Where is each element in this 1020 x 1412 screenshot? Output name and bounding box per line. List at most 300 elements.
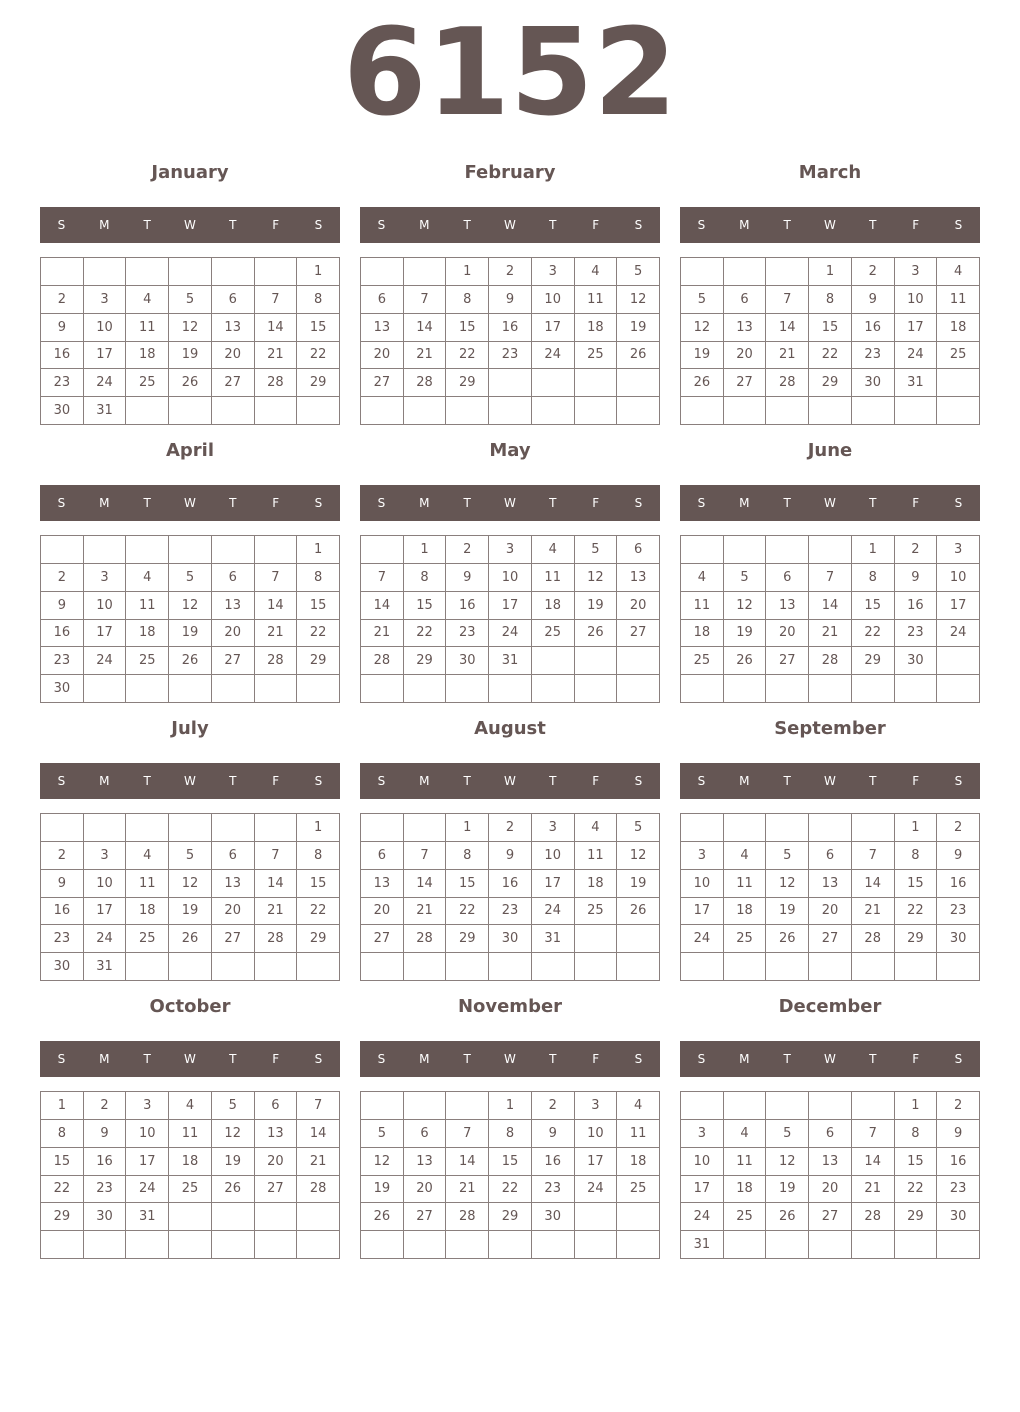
day-cell: 1 <box>446 814 489 842</box>
day-cell: 23 <box>41 925 84 953</box>
day-cell: 20 <box>212 898 255 926</box>
day-cell: 13 <box>255 1120 298 1148</box>
day-cell: 8 <box>895 1120 938 1148</box>
empty-cell <box>446 397 489 425</box>
day-cell: 30 <box>852 369 895 397</box>
day-cell: 21 <box>361 620 404 648</box>
day-cell: 15 <box>404 592 447 620</box>
empty-cell <box>126 1231 169 1259</box>
weekday-label: S <box>314 218 323 232</box>
day-cell: 4 <box>617 1092 660 1120</box>
day-cell: 15 <box>809 314 852 342</box>
day-cell: 9 <box>41 314 84 342</box>
empty-cell <box>575 397 618 425</box>
weekday-label: F <box>912 218 920 232</box>
day-cell: 17 <box>489 592 532 620</box>
day-cell: 31 <box>84 953 127 981</box>
day-cell: 10 <box>532 842 575 870</box>
empty-cell <box>766 814 809 842</box>
day-cell: 18 <box>575 314 618 342</box>
day-cell: 19 <box>681 342 724 370</box>
day-cell: 18 <box>532 592 575 620</box>
day-cell: 28 <box>255 925 298 953</box>
day-cell: 23 <box>41 369 84 397</box>
day-cell: 6 <box>809 842 852 870</box>
day-cell: 15 <box>895 870 938 898</box>
empty-cell <box>724 675 767 703</box>
empty-cell <box>681 1092 724 1120</box>
weekday-label: S <box>57 218 66 232</box>
empty-cell <box>937 1231 980 1259</box>
day-cell: 9 <box>852 286 895 314</box>
day-cell: 3 <box>84 842 127 870</box>
day-cell: 14 <box>404 314 447 342</box>
weekday-label: T <box>783 496 791 510</box>
weekday-label: M <box>99 496 110 510</box>
day-cell: 26 <box>617 342 660 370</box>
empty-cell <box>617 675 660 703</box>
day-cell: 26 <box>724 647 767 675</box>
empty-cell <box>617 1203 660 1231</box>
day-cell: 5 <box>169 286 212 314</box>
empty-cell <box>255 675 298 703</box>
day-cell: 17 <box>895 314 938 342</box>
day-cell: 17 <box>126 1148 169 1176</box>
day-cell: 22 <box>297 342 340 370</box>
day-cell: 27 <box>617 620 660 648</box>
day-cell: 9 <box>489 842 532 870</box>
empty-cell <box>617 953 660 981</box>
weekday-label: T <box>549 774 557 788</box>
day-cell: 29 <box>895 1203 938 1231</box>
month-name: August <box>474 718 546 739</box>
day-cell: 21 <box>255 898 298 926</box>
day-cell: 29 <box>404 647 447 675</box>
empty-cell <box>489 675 532 703</box>
day-cell: 7 <box>852 842 895 870</box>
empty-cell <box>532 675 575 703</box>
empty-cell <box>212 397 255 425</box>
empty-cell <box>575 1203 618 1231</box>
month-november <box>360 995 660 1265</box>
day-cell: 7 <box>255 286 298 314</box>
day-cell: 24 <box>84 647 127 675</box>
day-cell: 14 <box>852 1148 895 1176</box>
day-cell: 25 <box>575 342 618 370</box>
day-cell: 8 <box>895 842 938 870</box>
empty-cell <box>297 397 340 425</box>
day-cell: 30 <box>895 647 938 675</box>
weekday-label: S <box>697 1052 706 1066</box>
empty-cell <box>126 953 169 981</box>
day-cell: 18 <box>126 898 169 926</box>
weekday-label: W <box>184 774 196 788</box>
day-cell: 1 <box>895 1092 938 1120</box>
month-may <box>360 439 660 709</box>
day-cell: 7 <box>766 286 809 314</box>
day-cell: 15 <box>297 592 340 620</box>
day-cell: 19 <box>575 592 618 620</box>
empty-cell <box>852 953 895 981</box>
weekday-label: T <box>143 1052 151 1066</box>
weekday-label: S <box>634 1052 643 1066</box>
day-cell: 10 <box>84 870 127 898</box>
day-cell: 4 <box>126 286 169 314</box>
weekday-label: W <box>824 774 836 788</box>
day-cell: 3 <box>681 1120 724 1148</box>
day-grid <box>680 257 980 425</box>
month-name: May <box>489 440 531 461</box>
day-cell: 8 <box>297 564 340 592</box>
day-cell: 24 <box>84 369 127 397</box>
weekday-label: W <box>824 496 836 510</box>
empty-cell <box>361 953 404 981</box>
day-cell: 3 <box>532 258 575 286</box>
day-cell: 2 <box>937 814 980 842</box>
empty-cell <box>575 925 618 953</box>
weekday-label: T <box>869 496 877 510</box>
day-cell: 29 <box>852 647 895 675</box>
weekday-label: S <box>634 218 643 232</box>
day-cell: 31 <box>895 369 938 397</box>
empty-cell <box>617 1231 660 1259</box>
day-cell: 14 <box>297 1120 340 1148</box>
weekday-label: W <box>184 496 196 510</box>
day-cell: 17 <box>84 342 127 370</box>
day-cell: 30 <box>41 397 84 425</box>
empty-cell <box>41 258 84 286</box>
day-cell: 25 <box>617 1176 660 1204</box>
day-cell: 1 <box>404 536 447 564</box>
day-cell: 23 <box>489 342 532 370</box>
empty-cell <box>766 258 809 286</box>
day-cell: 15 <box>446 314 489 342</box>
empty-cell <box>575 369 618 397</box>
day-cell: 16 <box>895 592 938 620</box>
day-cell: 26 <box>212 1176 255 1204</box>
empty-cell <box>255 258 298 286</box>
empty-cell <box>255 397 298 425</box>
empty-cell <box>937 369 980 397</box>
day-cell: 26 <box>169 369 212 397</box>
day-cell: 3 <box>575 1092 618 1120</box>
day-cell: 24 <box>532 342 575 370</box>
weekday-label: T <box>143 218 151 232</box>
day-cell: 9 <box>446 564 489 592</box>
day-cell: 4 <box>532 536 575 564</box>
day-cell: 28 <box>297 1176 340 1204</box>
day-grid <box>40 535 340 703</box>
day-cell: 10 <box>681 1148 724 1176</box>
day-cell: 16 <box>937 870 980 898</box>
day-cell: 11 <box>126 314 169 342</box>
day-cell: 7 <box>809 564 852 592</box>
empty-cell <box>532 953 575 981</box>
day-cell: 11 <box>126 592 169 620</box>
weekday-label: F <box>272 218 280 232</box>
weekday-header <box>680 763 980 799</box>
day-cell: 27 <box>361 369 404 397</box>
day-cell: 12 <box>212 1120 255 1148</box>
empty-cell <box>724 814 767 842</box>
day-cell: 11 <box>169 1120 212 1148</box>
day-cell: 5 <box>766 842 809 870</box>
day-cell: 20 <box>809 898 852 926</box>
empty-cell <box>41 536 84 564</box>
day-cell: 27 <box>255 1176 298 1204</box>
day-cell: 4 <box>681 564 724 592</box>
empty-cell <box>895 953 938 981</box>
day-grid <box>360 257 660 425</box>
day-cell: 3 <box>937 536 980 564</box>
weekday-label: W <box>504 774 516 788</box>
month-january <box>40 161 340 431</box>
day-cell: 28 <box>255 647 298 675</box>
empty-cell <box>169 814 212 842</box>
day-cell: 2 <box>852 258 895 286</box>
day-cell: 11 <box>617 1120 660 1148</box>
day-cell: 19 <box>617 870 660 898</box>
empty-cell <box>84 536 127 564</box>
day-cell: 12 <box>617 286 660 314</box>
weekday-label: T <box>549 1052 557 1066</box>
weekday-label: T <box>869 1052 877 1066</box>
weekday-label: S <box>377 496 386 510</box>
empty-cell <box>617 925 660 953</box>
day-cell: 26 <box>617 898 660 926</box>
weekday-label: T <box>869 774 877 788</box>
day-cell: 26 <box>766 1203 809 1231</box>
empty-cell <box>361 258 404 286</box>
day-cell: 2 <box>446 536 489 564</box>
day-cell: 7 <box>361 564 404 592</box>
weekday-label: S <box>314 1052 323 1066</box>
day-cell: 19 <box>617 314 660 342</box>
month-june <box>680 439 980 709</box>
empty-cell <box>84 675 127 703</box>
day-cell: 12 <box>575 564 618 592</box>
day-cell: 6 <box>617 536 660 564</box>
weekday-label: F <box>592 1052 600 1066</box>
empty-cell <box>361 1092 404 1120</box>
empty-cell <box>766 1231 809 1259</box>
month-march <box>680 161 980 431</box>
day-cell: 20 <box>361 342 404 370</box>
day-cell: 6 <box>212 286 255 314</box>
empty-cell <box>404 397 447 425</box>
day-cell: 7 <box>255 842 298 870</box>
weekday-label: T <box>229 1052 237 1066</box>
day-cell: 29 <box>446 925 489 953</box>
empty-cell <box>41 1231 84 1259</box>
weekday-label: W <box>184 1052 196 1066</box>
empty-cell <box>361 397 404 425</box>
day-cell: 21 <box>766 342 809 370</box>
empty-cell <box>532 647 575 675</box>
day-cell: 14 <box>361 592 404 620</box>
day-cell: 13 <box>809 1148 852 1176</box>
weekday-header <box>40 207 340 243</box>
day-cell: 22 <box>895 898 938 926</box>
empty-cell <box>681 953 724 981</box>
weekday-label: M <box>99 1052 110 1066</box>
day-cell: 29 <box>297 925 340 953</box>
weekday-header <box>680 207 980 243</box>
day-grid <box>360 813 660 981</box>
day-cell: 22 <box>809 342 852 370</box>
empty-cell <box>169 258 212 286</box>
day-cell: 10 <box>126 1120 169 1148</box>
day-cell: 3 <box>84 286 127 314</box>
day-cell: 26 <box>681 369 724 397</box>
empty-cell <box>404 258 447 286</box>
day-cell: 9 <box>41 592 84 620</box>
empty-cell <box>126 258 169 286</box>
weekday-label: S <box>954 218 963 232</box>
day-cell: 2 <box>41 564 84 592</box>
day-cell: 10 <box>84 314 127 342</box>
empty-cell <box>575 953 618 981</box>
month-name: October <box>149 996 231 1017</box>
day-cell: 13 <box>212 314 255 342</box>
day-cell: 26 <box>575 620 618 648</box>
empty-cell <box>532 1231 575 1259</box>
day-cell: 30 <box>446 647 489 675</box>
day-cell: 27 <box>809 1203 852 1231</box>
empty-cell <box>895 675 938 703</box>
weekday-label: W <box>504 218 516 232</box>
day-cell: 5 <box>575 536 618 564</box>
empty-cell <box>126 397 169 425</box>
day-cell: 15 <box>41 1148 84 1176</box>
month-name: July <box>171 718 209 739</box>
day-cell: 11 <box>575 842 618 870</box>
day-cell: 23 <box>446 620 489 648</box>
empty-cell <box>446 675 489 703</box>
day-cell: 16 <box>84 1148 127 1176</box>
empty-cell <box>212 258 255 286</box>
empty-cell <box>937 647 980 675</box>
day-cell: 8 <box>297 286 340 314</box>
day-cell: 21 <box>404 898 447 926</box>
month-april <box>40 439 340 709</box>
empty-cell <box>895 397 938 425</box>
day-cell: 2 <box>41 286 84 314</box>
day-cell: 6 <box>724 286 767 314</box>
day-cell: 19 <box>212 1148 255 1176</box>
day-grid <box>360 535 660 703</box>
day-cell: 16 <box>446 592 489 620</box>
empty-cell <box>255 814 298 842</box>
day-cell: 23 <box>895 620 938 648</box>
weekday-label: T <box>463 774 471 788</box>
empty-cell <box>361 1231 404 1259</box>
day-cell: 4 <box>724 1120 767 1148</box>
day-cell: 1 <box>297 536 340 564</box>
empty-cell <box>809 397 852 425</box>
empty-cell <box>84 1231 127 1259</box>
day-cell: 3 <box>126 1092 169 1120</box>
weekday-label: M <box>739 496 750 510</box>
empty-cell <box>255 536 298 564</box>
empty-cell <box>575 647 618 675</box>
weekday-label: T <box>869 218 877 232</box>
empty-cell <box>724 536 767 564</box>
day-cell: 4 <box>937 258 980 286</box>
day-cell: 8 <box>41 1120 84 1148</box>
day-cell: 19 <box>169 342 212 370</box>
weekday-label: F <box>272 774 280 788</box>
weekday-label: F <box>592 218 600 232</box>
empty-cell <box>617 369 660 397</box>
empty-cell <box>766 675 809 703</box>
day-cell: 25 <box>575 898 618 926</box>
weekday-header <box>360 207 660 243</box>
day-cell: 14 <box>255 870 298 898</box>
weekday-header <box>40 1041 340 1077</box>
day-cell: 8 <box>809 286 852 314</box>
day-cell: 28 <box>404 925 447 953</box>
day-cell: 5 <box>617 814 660 842</box>
day-cell: 30 <box>489 925 532 953</box>
weekday-label: M <box>99 774 110 788</box>
day-cell: 24 <box>84 925 127 953</box>
day-cell: 5 <box>169 842 212 870</box>
day-cell: 22 <box>297 620 340 648</box>
day-cell: 5 <box>169 564 212 592</box>
empty-cell <box>617 397 660 425</box>
day-cell: 8 <box>446 286 489 314</box>
day-cell: 4 <box>724 842 767 870</box>
day-cell: 29 <box>809 369 852 397</box>
day-cell: 18 <box>937 314 980 342</box>
day-cell: 30 <box>532 1203 575 1231</box>
month-september <box>680 717 980 987</box>
day-cell: 9 <box>895 564 938 592</box>
day-cell: 13 <box>361 314 404 342</box>
empty-cell <box>937 953 980 981</box>
day-cell: 24 <box>489 620 532 648</box>
day-cell: 22 <box>895 1176 938 1204</box>
empty-cell <box>404 1092 447 1120</box>
empty-cell <box>297 953 340 981</box>
weekday-label: S <box>377 1052 386 1066</box>
empty-cell <box>212 814 255 842</box>
day-cell: 10 <box>532 286 575 314</box>
weekday-label: T <box>143 774 151 788</box>
empty-cell <box>809 1231 852 1259</box>
day-cell: 23 <box>852 342 895 370</box>
empty-cell <box>255 953 298 981</box>
day-cell: 7 <box>404 286 447 314</box>
empty-cell <box>852 1231 895 1259</box>
empty-cell <box>575 1231 618 1259</box>
day-cell: 16 <box>852 314 895 342</box>
day-cell: 22 <box>404 620 447 648</box>
day-cell: 14 <box>404 870 447 898</box>
day-cell: 20 <box>724 342 767 370</box>
empty-cell <box>937 675 980 703</box>
day-cell: 3 <box>532 814 575 842</box>
day-cell: 17 <box>681 1176 724 1204</box>
day-cell: 12 <box>361 1148 404 1176</box>
day-cell: 30 <box>937 925 980 953</box>
day-cell: 24 <box>532 898 575 926</box>
day-cell: 18 <box>126 620 169 648</box>
day-cell: 12 <box>724 592 767 620</box>
day-cell: 5 <box>361 1120 404 1148</box>
day-cell: 16 <box>41 620 84 648</box>
